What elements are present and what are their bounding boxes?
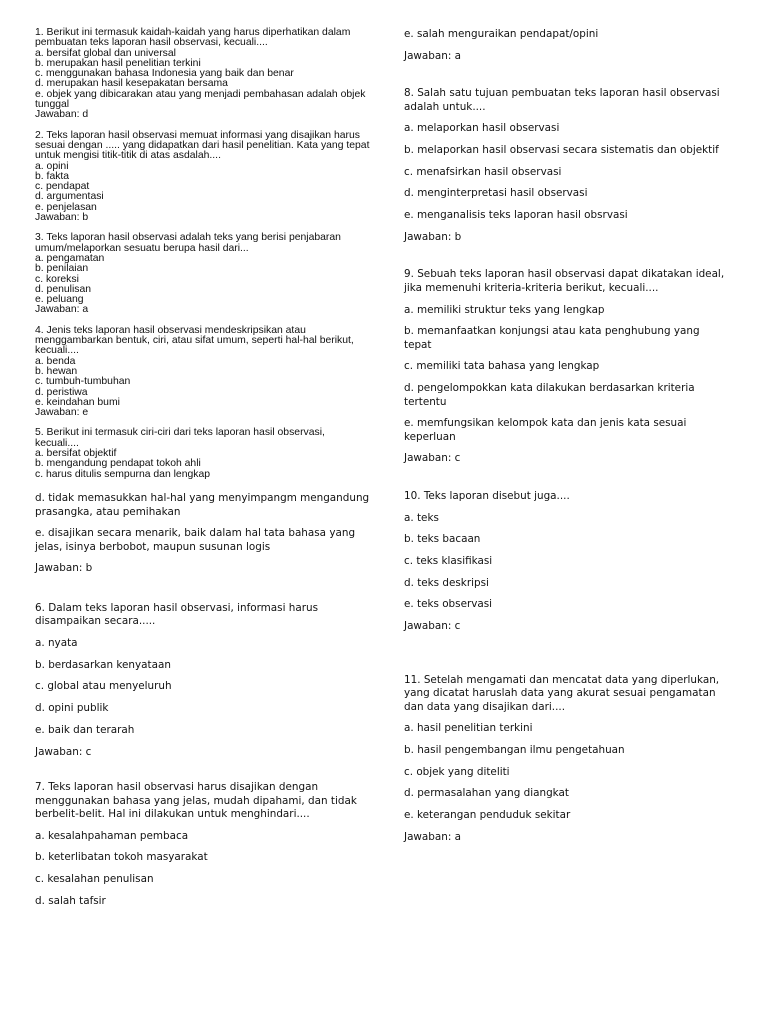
option-d: d. menginterpretasi hasil observasi [404, 187, 588, 200]
question-9 [404, 268, 729, 466]
option-c: c. pendapat [35, 181, 90, 193]
option-a: a. bersifat objektif [35, 447, 117, 459]
option-a: a. kesalahpahaman pembaca [35, 829, 189, 842]
option-e: e. disajikan secara menarik, baik dalam hal tata bahasa yang jelas, isinya berbobot, maupun susunan logis [35, 527, 356, 553]
option-e: e. memfungsikan kelompok kata dan jenis kata sesuai keperluan [404, 417, 687, 443]
option-e: e. peluang [35, 294, 84, 306]
option-b: b. hewan [35, 365, 78, 377]
option-a: a. hasil penelitian terkini [404, 722, 533, 735]
question-stem: 6. Dalam teks laporan hasil observasi, informasi harus disampaikan secara..... [35, 601, 318, 628]
option-c: c. harus ditulis sempurna dan lengkap [35, 468, 211, 480]
question-stem: 2. Teks laporan hasil observasi memuat informasi yang disajikan harus sesuai dengan ..... yang didapatkan dari hasil penelitian. Kata yang tepat untuk mengisi titik-titik di atas asdalah.... [35, 129, 370, 162]
question-5 [35, 428, 370, 479]
question-stem: 5. Berikut ini termasuk ciri-ciri dari teks laporan hasil observasi, kecuali.... [35, 427, 325, 449]
option-d: d. penulisan [35, 283, 92, 295]
option-b: b. berdasarkan kenyataan [35, 658, 171, 671]
left-column-top [35, 28, 370, 480]
option-b: b. merupakan hasil penelitian terkini [35, 57, 201, 69]
option-c: c. objek yang diteliti [404, 765, 510, 778]
question-2 [35, 131, 370, 224]
option-d: d. opini publik [35, 702, 109, 715]
question-stem: 8. Salah satu tujuan pembuatan teks laporan hasil observasi adalah untuk.... [404, 87, 720, 113]
question-7-continued [404, 28, 729, 63]
option-d: d. merupakan hasil kesepakatan bersama [35, 78, 228, 90]
option-d: d. salah tafsir [35, 894, 106, 907]
option-b: b. mengandung pendapat tokoh ahli [35, 458, 201, 470]
option-d: d. tidak memasukkan hal-hal yang menyimpangm mengandung prasangka, atau pemihakan [35, 492, 370, 518]
right-column [404, 28, 729, 852]
answer-key: Jawaban: c [404, 620, 461, 633]
question-3 [35, 233, 370, 315]
option-e: e. salah menguraikan pendapat/opini [404, 28, 599, 40]
option-e: e. teks observasi [404, 598, 493, 611]
answer-key: Jawaban: c [404, 452, 461, 465]
option-c: c. memiliki tata bahasa yang lengkap [404, 360, 600, 373]
question-stem: 10. Teks laporan disebut juga.... [404, 489, 570, 502]
option-a: a. memiliki struktur teks yang lengkap [404, 303, 605, 316]
answer-key: Jawaban: a [35, 304, 89, 316]
option-e: e. menganalisis teks laporan hasil obsrvasi [404, 209, 628, 222]
answer-key: Jawaban: d [35, 109, 89, 121]
question-6 [35, 602, 370, 759]
answer-key: Jawaban: b [35, 562, 93, 575]
option-e: e. keterangan penduduk sekitar [404, 809, 571, 821]
option-b: b. hasil pengembangan ilmu pengetahuan [404, 743, 625, 756]
option-c: c. kesalahan penulisan [35, 873, 154, 886]
option-d: d. peristiwa [35, 386, 88, 398]
option-c: c. menggunakan bahasa Indonesia yang baik dan benar [35, 68, 294, 80]
option-b: b. teks bacaan [404, 533, 481, 546]
answer-key: Jawaban: b [35, 212, 89, 224]
option-a: a. nyata [35, 637, 78, 650]
option-c: c. teks klasifikasi [404, 555, 493, 567]
question-stem: 3. Teks laporan hasil observasi adalah teks yang berisi penjabaran umum/melaporkan sesuatu berupa hasil dari... [35, 232, 341, 254]
option-a: a. opini [35, 160, 69, 172]
question-5-continued [35, 492, 370, 576]
answer-key: Jawaban: a [404, 49, 462, 62]
option-b: b. fakta [35, 170, 70, 182]
option-d: d. teks deskripsi [404, 576, 489, 589]
answer-key: Jawaban: e [35, 407, 89, 419]
option-e: e. objek yang dibicarakan atau yang menjadi pembahasan adalah objek tunggal [35, 88, 366, 111]
option-c: c. global atau menyeluruh [35, 680, 172, 693]
option-c: c. koreksi [35, 273, 79, 285]
question-11 [404, 674, 729, 845]
option-b: b. penilaian [35, 263, 89, 275]
question-stem: 4. Jenis teks laporan hasil observasi mendeskripsikan atau menggambarkan bentuk, ciri, atau sifat umum, seperti hal-hal berikut, kecuali.... [35, 324, 354, 357]
option-a: a. pengamatan [35, 252, 105, 264]
option-d: d. argumentasi [35, 191, 104, 203]
option-a: a. benda [35, 355, 76, 367]
option-a: a. melaporkan hasil observasi [404, 122, 560, 135]
option-e: e. penjelasan [35, 201, 97, 213]
question-stem: 11. Setelah mengamati dan mencatat data yang diperlukan, yang dicatat haruslah data yang akurat sesuai pengamatan dan data yang disajikan dari.... [404, 673, 720, 713]
option-c: c. tumbuh-tumbuhan [35, 376, 131, 388]
left-column-bottom [35, 492, 370, 916]
question-stem: 7. Teks laporan hasil observasi harus disajikan dengan menggunakan bahasa yang jelas, mudah dipahami, dan tidak berbelit-belit. Hal ini dilakukan untuk menghindari.... [35, 781, 357, 820]
answer-key: Jawaban: c [35, 745, 92, 758]
answer-key: Jawaban: b [404, 230, 462, 243]
option-b: b. memanfaatkan konjungsi atau kata penghubung yang tepat [404, 325, 700, 351]
question-4 [35, 326, 370, 419]
question-10 [404, 490, 729, 634]
option-e: e. keindahan bumi [35, 396, 120, 408]
question-stem: 1. Berikut ini termasuk kaidah-kaidah yang harus diperhatikan dalam pembuatan teks laporan hasil observasi, kecuali.... [35, 27, 351, 49]
question-7 [35, 781, 370, 908]
option-c: c. menafsirkan hasil observasi [404, 165, 562, 178]
option-e: e. baik dan terarah [35, 723, 135, 736]
question-stem: 9. Sebuah teks laporan hasil observasi dapat dikatakan ideal, jika memenuhi kriteria-kriteria berikut, kecuali.... [404, 268, 725, 294]
option-d: d. pengelompokkan kata dilakukan berdasarkan kriteria tertentu [404, 382, 695, 408]
option-a: a. bersifat global dan universal [35, 47, 176, 59]
question-1 [35, 28, 370, 121]
option-b: b. keterlibatan tokoh masyarakat [35, 851, 208, 864]
option-b: b. melaporkan hasil observasi secara sistematis dan objektif [404, 144, 719, 157]
answer-key: Jawaban: a [404, 830, 462, 843]
option-a: a. teks [404, 511, 439, 524]
question-8 [404, 87, 729, 244]
option-d: d. permasalahan yang diangkat [404, 787, 569, 800]
